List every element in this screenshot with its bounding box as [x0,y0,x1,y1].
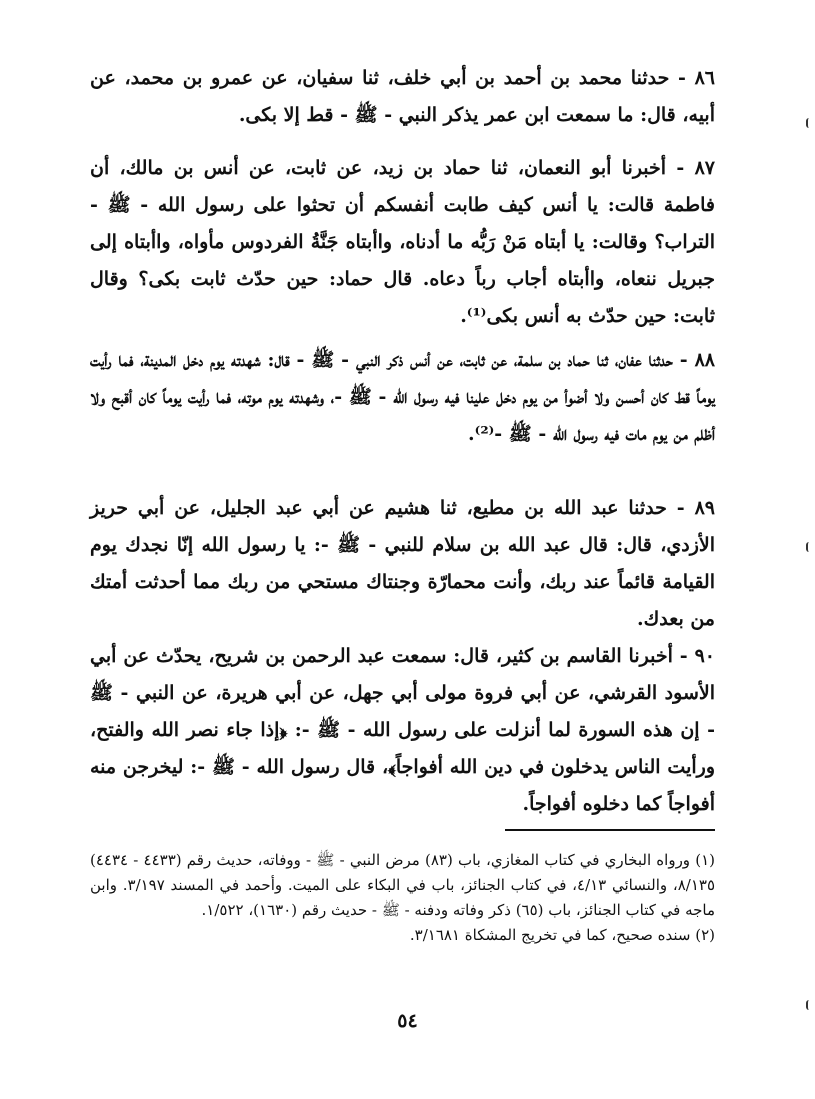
hadith-86: ٨٦ - حدثنا محمد بن أحمد بن أبي خلف، ثنا سفيان، عن عمرو بن محمد، عن أبيه، قال: ما سمعت ابن عمر يذكر النبي - ﷺ - قط إلا بكى. [90,67,715,126]
hadith-90: ٩٠ - أخبرنا القاسم بن كثير، قال: سمعت عبد الرحمن بن شريح، يحدّث عن أبي الأسود القرشي، عن أبي فروة مولى أبي جهل، عن أبي هريرة، عن النبي - ﷺ - إن هذه السورة لما أنزلت على رسول الله - ﷺ -: ﴿إذا جاء نصر الله والفتح، ورأيت الناس يدخلون في دين الله أفواجاً﴾، قال رسول الله - ﷺ -: ليخرجن منه أفواجاً كما دخلوه أفواجاً. [90,645,715,815]
scan-margin-mark [806,118,814,128]
hadith-87: ٨٧ - أخبرنا أبو النعمان، ثنا حماد بن زيد، عن ثابت، عن أنس بن مالك، أن فاطمة قالت: يا أنس كيف طابت أنفسكم أن تحثوا على رسول الله - ﷺ - التراب؟ وقالت: يا أبتاه مَنْ رَبُّه ما أدناه، واأبتاه جَنَّةُ الفردوس مأواه، واأبتاه إلى جبريل ننعاه، واأبتاه أجاب رباً دعاه. قال حماد: حين حدّث ثابت بكى؟ وقال ثابت: حين حدّث به أنس بكى⁽¹⁾. [90,157,715,327]
hadith-89: ٨٩ - حدثنا عبد الله بن مطيع، ثنا هشيم عن أبي عبد الجليل، عن أبي حريز الأزدي، قال: قال عبد الله بن سلام للنبي - ﷺ -: يا رسول الله إنّا نجدك يوم القيامة قائماً عند ربك، وأنت محمارّة وجنتاك مستحي من ربك مما أحدثت أمتك من بعدك. [90,497,715,630]
scan-margin-mark [806,1000,814,1010]
footnote-1: (١) ورواه البخاري في كتاب المغازي، باب (٨٣) مرض النبي - ﷺ - ووفاته، حديث رقم (٤٤٣٣ - ٤٤٣٤) ٨/١٣٥، والنسائي ٤/١٣، في كتاب الجنائز، باب في البكاء على الميت. وأحمد في المسند ٣/١٩٧. وابن ماجه في كتاب الجنائز، باب (٦٥) ذكر وفاته ودفنه - ﷺ - حديث رقم (١٦٣٠)، ١/٥٢٢. [90,851,716,919]
footnotes [90,848,715,948]
footnote-2: (٢) سنده صحيح، كما في تخريج المشكاة ٣/١٦٨١. [409,926,715,944]
page-number: ٥٤ [397,1010,418,1032]
footnote-divider [505,829,715,831]
scan-margin-mark [806,542,814,552]
hadith-88: ٨٨ - حدثنا عفان، ثنا حماد بن سلمة، عن ثابت، عن أنس ذكر النبي - ﷺ - قال: شهدته يوم دخل المدينة، فما رأيت يوماً قط كان أحسن ولا أضوأ من يوم دخل علينا فيه رسول الله - ﷺ -، وشهدته يوم موته، فما رأيت يوماً كان أقبح ولا أظلم من يوم مات فيه رسول الله - ﷺ -⁽²⁾. [90,349,715,445]
